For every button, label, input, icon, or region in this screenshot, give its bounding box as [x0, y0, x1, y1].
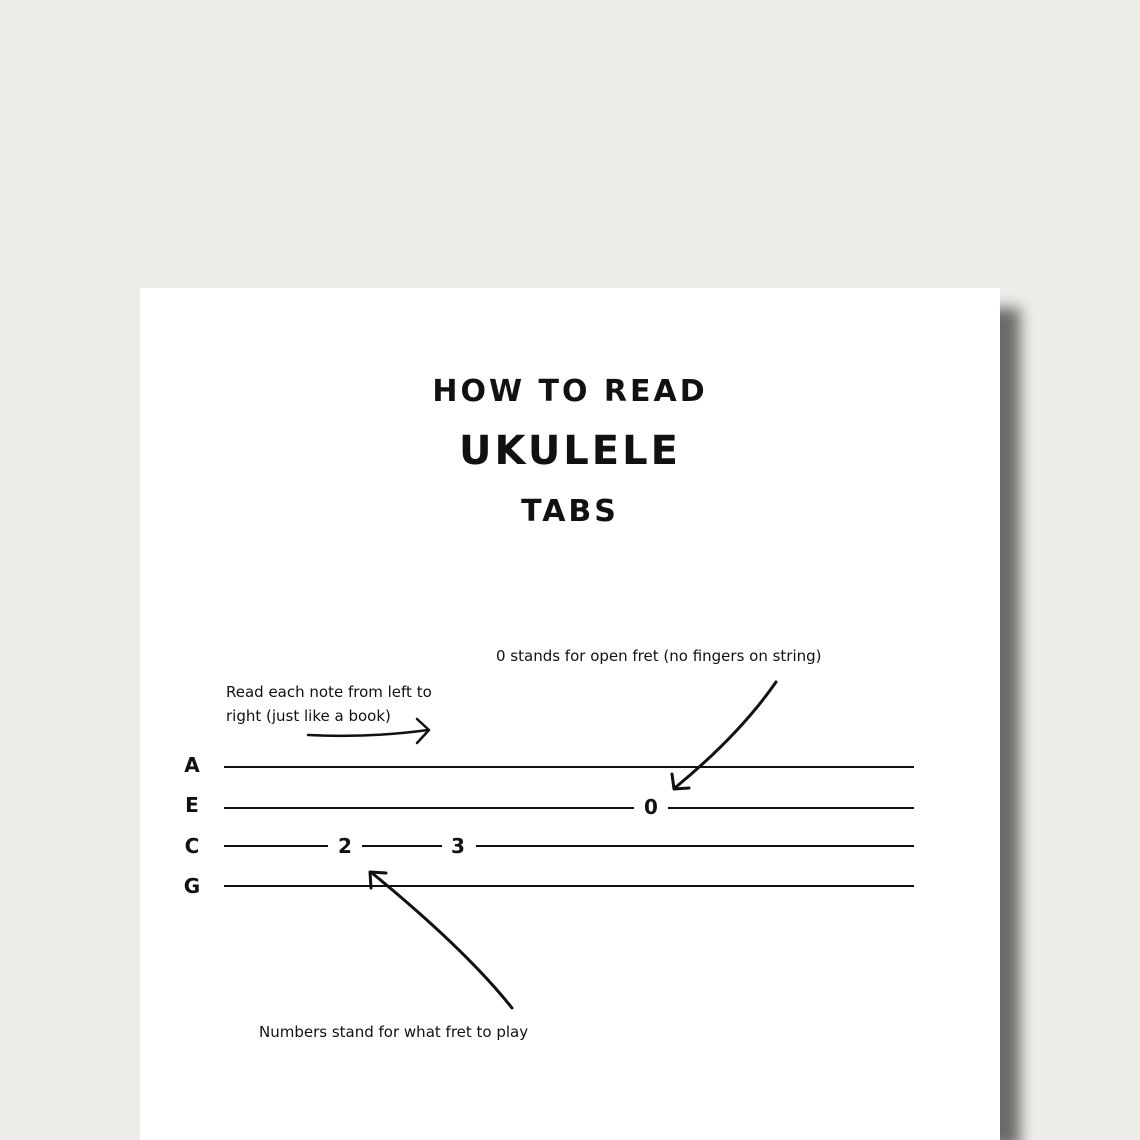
open-fret-note: 0 stands for open fret (no fingers on string)	[496, 647, 822, 665]
read-direction-arrow	[308, 719, 429, 743]
title-how-to-read: HOW TO READ	[432, 374, 708, 409]
worksheet-page	[140, 288, 1000, 1140]
string-label-g: G	[183, 874, 201, 898]
open-fret-arrow	[672, 682, 776, 789]
numbers-note: Numbers stand for what fret to play	[259, 1023, 529, 1041]
numbers-arrow	[370, 872, 512, 1008]
tab-staff	[140, 288, 1000, 1140]
title-ukulele: UKULELE	[459, 428, 681, 474]
string-label-a: A	[184, 753, 200, 777]
string-label-c: C	[184, 834, 200, 858]
fret-number-e-0: 0	[644, 795, 658, 819]
fret-number-c-2: 2	[338, 834, 352, 858]
string-label-e: E	[185, 793, 199, 817]
title-tabs: TABS	[521, 494, 619, 529]
read-direction-note: Read each note from left to right (just like a book)	[226, 683, 432, 725]
fret-number-c-3: 3	[451, 834, 465, 858]
